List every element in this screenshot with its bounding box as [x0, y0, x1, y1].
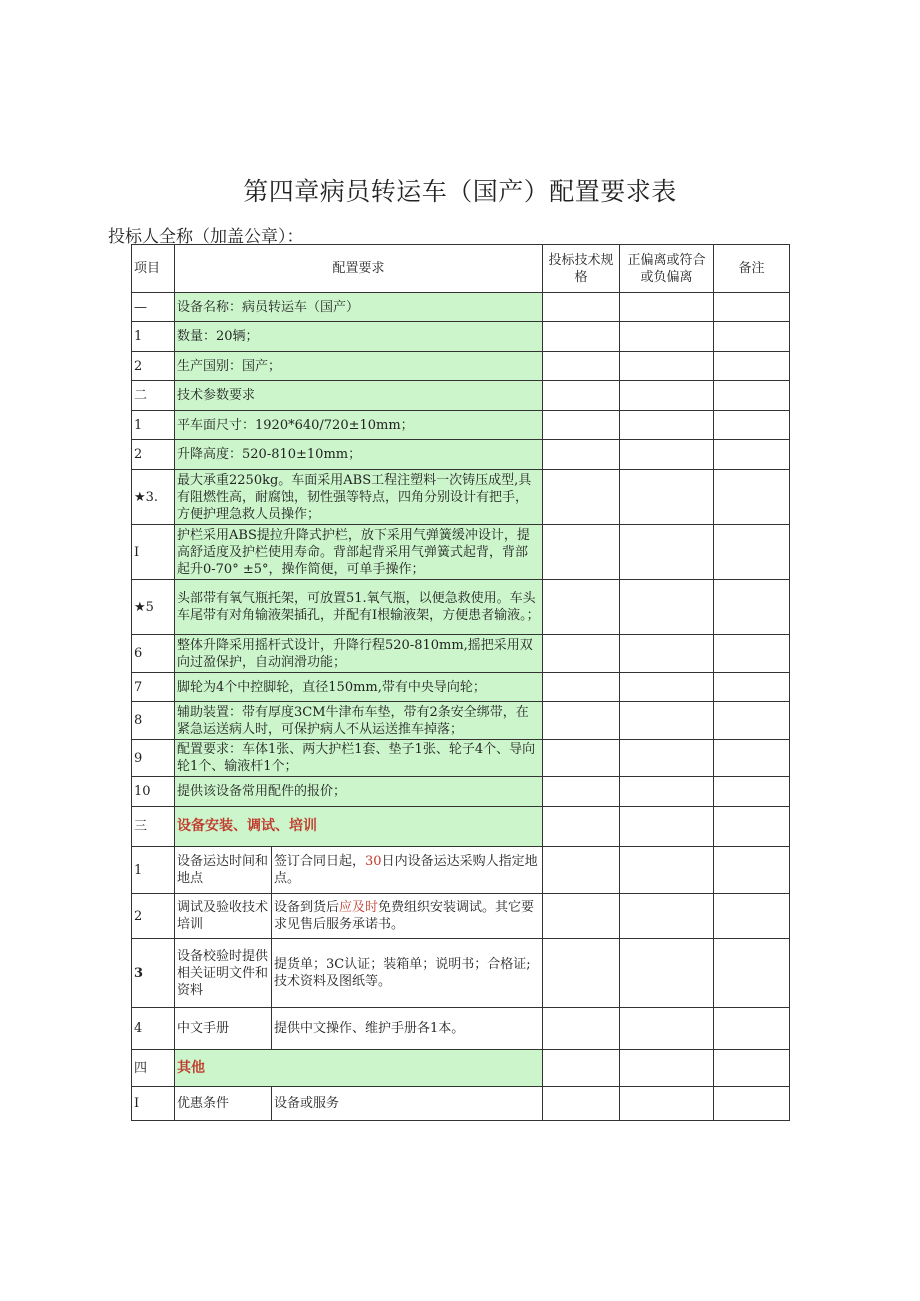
bid-spec-cell[interactable]	[543, 352, 620, 381]
bid-spec-cell[interactable]	[543, 1087, 620, 1121]
row-text	[272, 894, 543, 939]
row-text: 平车面尺寸：1920*640/720±10mm；	[175, 411, 543, 440]
deviation-cell[interactable]	[620, 673, 714, 702]
remarks-cell[interactable]	[714, 1008, 790, 1050]
row-num: 2	[132, 440, 175, 470]
row-text: 辅助装置：带有厚度3CM牛津布车垫，带有2条安全绑带，在紧急运送病人时，可保护病人不从运送推车掉落；	[175, 702, 543, 740]
text-highlight: 应及时	[339, 900, 379, 915]
bid-spec-cell[interactable]	[543, 777, 620, 807]
table-row	[132, 411, 790, 440]
page-title: 第四章病员转运车（国产）配置要求表	[243, 177, 677, 206]
row-text: 提供该设备常用配件的报价；	[175, 777, 543, 807]
bid-spec-cell[interactable]	[543, 293, 620, 322]
bid-spec-cell[interactable]	[543, 1008, 620, 1050]
table-row	[132, 1008, 790, 1050]
bid-spec-cell[interactable]	[543, 939, 620, 1008]
text-part: 签订合同日起，	[274, 854, 366, 869]
row-num: 4	[132, 1008, 175, 1050]
deviation-cell[interactable]	[620, 381, 714, 411]
text-part: 日内设备运达采购人指定地点。	[274, 854, 538, 886]
section-title: 设备安装、调试、培训	[177, 818, 317, 834]
deviation-cell[interactable]	[620, 470, 714, 525]
bid-spec-cell[interactable]	[543, 322, 620, 352]
row-text: 升降高度：520-810±10mm；	[175, 440, 543, 470]
table-row	[132, 702, 790, 740]
row-num: I	[132, 525, 175, 580]
row-num: 6	[132, 635, 175, 673]
bid-spec-cell[interactable]	[543, 807, 620, 847]
row-num: 2	[132, 894, 175, 939]
row-num: 9	[132, 740, 175, 777]
remarks-cell[interactable]	[714, 293, 790, 322]
deviation-cell[interactable]	[620, 847, 714, 894]
row-text: 提货单；3C认证；装箱单；说明书；合格证;技术资料及图纸等。	[272, 939, 543, 1008]
table-row	[132, 894, 790, 939]
table-row	[132, 1050, 790, 1087]
remarks-cell[interactable]	[714, 777, 790, 807]
table-row	[132, 673, 790, 702]
remarks-cell[interactable]	[714, 894, 790, 939]
table-row	[132, 440, 790, 470]
table-header	[132, 245, 790, 293]
bid-spec-cell[interactable]	[543, 635, 620, 673]
text-highlight: 30	[365, 854, 382, 869]
header-item: 项目	[132, 245, 175, 293]
remarks-cell[interactable]	[714, 673, 790, 702]
remarks-cell[interactable]	[714, 635, 790, 673]
text-part: 设备到货后	[274, 900, 340, 915]
config-table	[131, 244, 790, 1121]
row-num: 四	[132, 1050, 175, 1087]
row-text	[272, 847, 543, 894]
table-row	[132, 1087, 790, 1121]
table-row	[132, 807, 790, 847]
remarks-cell[interactable]	[714, 1050, 790, 1087]
table-row	[132, 740, 790, 777]
bid-spec-cell[interactable]	[543, 847, 620, 894]
remarks-cell[interactable]	[714, 580, 790, 635]
bid-spec-cell[interactable]	[543, 740, 620, 777]
remarks-cell[interactable]	[714, 525, 790, 580]
remarks-cell[interactable]	[714, 939, 790, 1008]
table-row	[132, 580, 790, 635]
header-remarks: 备注	[714, 245, 790, 293]
row-num: 1	[132, 411, 175, 440]
row-num: ★5	[132, 580, 175, 635]
deviation-cell[interactable]	[620, 580, 714, 635]
deviation-cell[interactable]	[620, 807, 714, 847]
bid-spec-cell[interactable]	[543, 411, 620, 440]
deviation-cell[interactable]	[620, 440, 714, 470]
row-num: I	[132, 1087, 175, 1121]
row-num: —	[132, 293, 175, 322]
deviation-cell[interactable]	[620, 1087, 714, 1121]
remarks-cell[interactable]	[714, 381, 790, 411]
row-text: 设备名称：病员转运车（国产）	[175, 293, 543, 322]
deviation-cell[interactable]	[620, 740, 714, 777]
table-row	[132, 470, 790, 525]
remarks-cell[interactable]	[714, 322, 790, 352]
bid-spec-cell[interactable]	[543, 525, 620, 580]
text-part: 免费组织安装调试。其它要求见售后服务承诺书。	[274, 900, 535, 932]
row-text: 头部带有氧气瓶托架，可放置51.氧气瓶，以便急救使用。车头车尾带有对角输液架插孔，并配有I根输液架，方便患者输液。；	[175, 580, 543, 635]
row-num: 10	[132, 777, 175, 807]
bid-spec-cell[interactable]	[543, 470, 620, 525]
row-num: 2	[132, 352, 175, 381]
row-name: 中文手册	[175, 1008, 272, 1050]
remarks-cell[interactable]	[714, 440, 790, 470]
row-num: 3	[132, 939, 175, 1008]
row-num: 7	[132, 673, 175, 702]
row-name: 设备运达时间和地点	[175, 847, 272, 894]
bid-spec-cell[interactable]	[543, 440, 620, 470]
deviation-cell[interactable]	[620, 352, 714, 381]
deviation-cell[interactable]	[620, 1050, 714, 1087]
bidder-label: 投标人全称（加盖公章）：	[108, 227, 304, 247]
row-name: 优惠条件	[175, 1087, 272, 1121]
remarks-cell[interactable]	[714, 702, 790, 740]
row-num: 二	[132, 381, 175, 411]
row-name: 调试及验收技术培训	[175, 894, 272, 939]
section-title: 其他	[177, 1059, 205, 1076]
deviation-cell[interactable]	[620, 525, 714, 580]
deviation-cell[interactable]	[620, 293, 714, 322]
row-num: ★3.	[132, 470, 175, 525]
row-num: 三	[132, 807, 175, 847]
bid-spec-cell[interactable]	[543, 673, 620, 702]
deviation-cell[interactable]	[620, 322, 714, 352]
remarks-cell[interactable]	[714, 1087, 790, 1121]
table-row	[132, 322, 790, 352]
deviation-cell[interactable]	[620, 1008, 714, 1050]
section-heading	[175, 807, 543, 847]
table-row	[132, 777, 790, 807]
row-num: 1	[132, 322, 175, 352]
section-heading	[175, 1050, 543, 1087]
row-num: 1	[132, 847, 175, 894]
table-row	[132, 847, 790, 894]
row-text: 提供中文操作、维护手册各1本。	[272, 1008, 543, 1050]
header-bid-spec: 投标技术规格	[543, 245, 620, 293]
row-text: 技术参数要求	[175, 381, 543, 411]
bid-spec-cell[interactable]	[543, 1050, 620, 1087]
row-name: 设备校验时提供相关证明文件和资料	[175, 939, 272, 1008]
header-requirement: 配置要求	[175, 245, 543, 293]
row-text: 整体升降采用摇杆式设计，升降行程520-810mm,摇把采用双向过盈保护，自动润滑功能；	[175, 635, 543, 673]
deviation-cell[interactable]	[620, 635, 714, 673]
row-text: 脚轮为4个中控脚轮，直径150mm,带有中央导向轮；	[175, 673, 543, 702]
bid-spec-cell[interactable]	[543, 702, 620, 740]
table-row	[132, 352, 790, 381]
remarks-cell[interactable]	[714, 470, 790, 525]
deviation-cell[interactable]	[620, 702, 714, 740]
table-row	[132, 525, 790, 580]
deviation-cell[interactable]	[620, 939, 714, 1008]
row-num: 8	[132, 702, 175, 740]
remarks-cell[interactable]	[714, 411, 790, 440]
table-row	[132, 939, 790, 1008]
deviation-cell[interactable]	[620, 777, 714, 807]
row-text: 配置要求：车体1张、两大护栏1套、垫子1张、轮子4个、导向轮1个、输液杆1个；	[175, 740, 543, 777]
bid-spec-cell[interactable]	[543, 381, 620, 411]
table-row	[132, 293, 790, 322]
row-text: 生产国别：国产；	[175, 352, 543, 381]
bid-spec-cell[interactable]	[543, 894, 620, 939]
remarks-cell[interactable]	[714, 740, 790, 777]
remarks-cell[interactable]	[714, 807, 790, 847]
header-deviation: 正偏离或符合或负偏离	[620, 245, 714, 293]
deviation-cell[interactable]	[620, 894, 714, 939]
row-text: 最大承重2250kg。车面采用ABS工程注塑料一次铸压成型,具有阻燃性高，耐腐蚀，韧性强等特点，四角分别设计有把手，方便护理急救人员操作；	[175, 470, 543, 525]
row-text: 设备或服务	[272, 1087, 543, 1121]
table-row	[132, 635, 790, 673]
row-text: 护栏采用ABS提拉升降式护栏，放下采用气弹簧缓冲设计，提高舒适度及护栏使用寿命。背部起背采用气弹簧式起背，背部起升0-70° ±5°，操作简便，可单手操作；	[175, 525, 543, 580]
remarks-cell[interactable]	[714, 847, 790, 894]
deviation-cell[interactable]	[620, 411, 714, 440]
remarks-cell[interactable]	[714, 352, 790, 381]
table-row	[132, 381, 790, 411]
bid-spec-cell[interactable]	[543, 580, 620, 635]
row-text: 数量：20辆；	[175, 322, 543, 352]
